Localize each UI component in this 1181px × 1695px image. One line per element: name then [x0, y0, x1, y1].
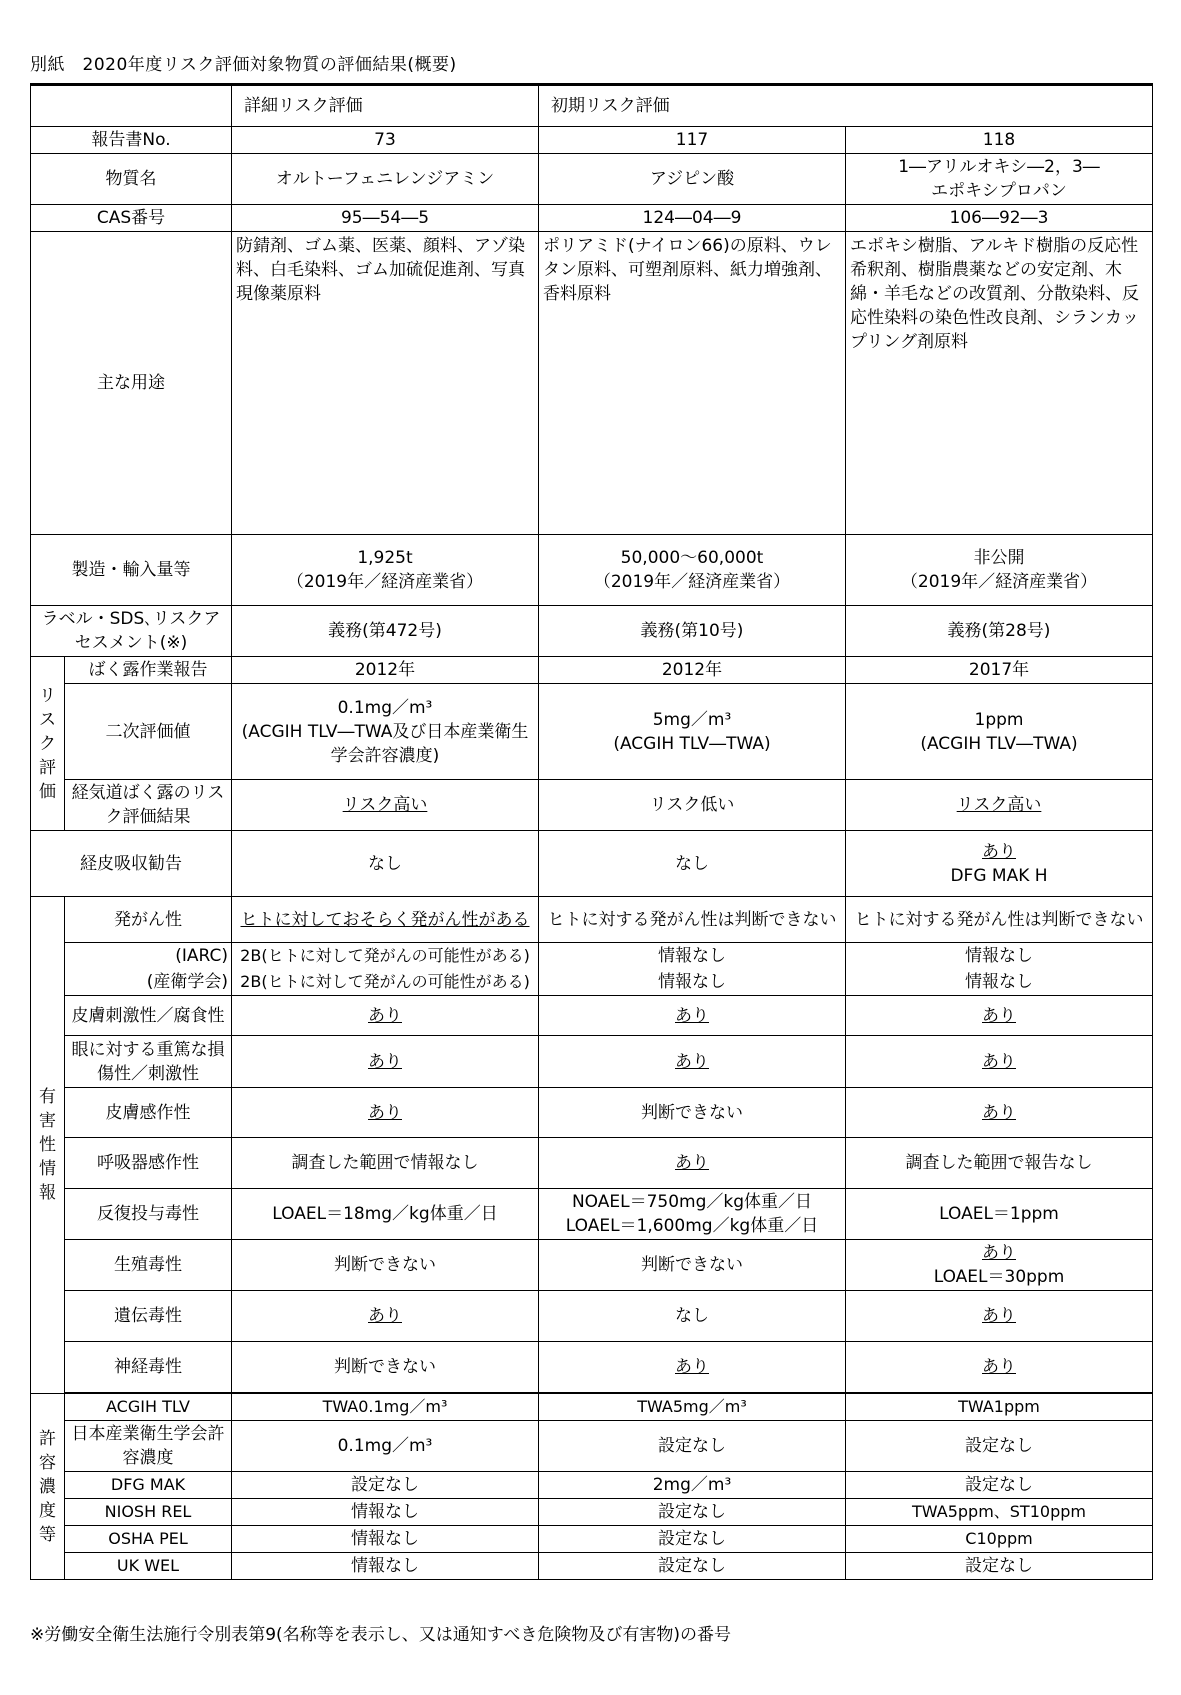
label-skin-sens: 皮膚感作性 — [65, 1088, 232, 1138]
repeat-2-loael: LOAEL＝1,600mg／kg体重／日 — [565, 1216, 819, 1236]
geno-3-text: あり — [982, 1306, 1016, 1326]
repeat-2-noael: NOAEL＝750mg／kg体重／日 — [571, 1192, 813, 1212]
carcino-3: ヒトに対する発がん性は判断できない — [846, 897, 1153, 943]
production-2-source: （2019年／経済産業省） — [593, 572, 791, 592]
secondary-3 — [846, 684, 1153, 780]
risk-group-label — [31, 657, 65, 831]
jsoh-carc-3: 情報なし — [846, 969, 1153, 996]
label-production: 製造・輸入量等 — [31, 535, 232, 606]
ukwel-2: 設定なし — [539, 1553, 846, 1580]
osha-2: 設定なし — [539, 1526, 846, 1553]
secondary-3-value: 1ppm — [974, 709, 1024, 730]
label-carcino: 発がん性 — [65, 897, 232, 943]
limits-group-char: 濃 — [39, 1476, 56, 1497]
skin-irr-1 — [232, 996, 539, 1036]
dermal-3-value: あり — [982, 841, 1016, 862]
substance-3-line1: 1―アリルオキシ―2，3― — [898, 157, 1100, 177]
geno-1 — [232, 1291, 539, 1342]
label-uses: 主な用途 — [31, 232, 232, 535]
iarc-2: 情報なし — [539, 943, 846, 970]
hazard-group-label — [31, 897, 65, 1394]
eye-1-text: あり — [368, 1051, 402, 1072]
skin-irr-1-text: あり — [368, 1005, 402, 1026]
label-cas: CAS番号 — [31, 205, 232, 232]
neuro-2-text: あり — [675, 1357, 709, 1377]
dfg-1: 設定なし — [232, 1472, 539, 1499]
skin-irr-3 — [846, 996, 1153, 1036]
label-sds-3: 義務(第28号) — [846, 606, 1153, 657]
geno-1-text: あり — [368, 1306, 402, 1326]
limits-group-char: 容 — [39, 1452, 56, 1473]
eye-3 — [846, 1036, 1153, 1088]
hazard-group-char: 情 — [39, 1159, 56, 1179]
uses-3: エポキシ樹脂、アルキド樹脂の反応性希釈剤、樹脂農薬などの安定剤、木綿・羊毛などの改質剤、分散染料、反応性染料の染色性改良剤、シランカップリング剤原料 — [846, 232, 1153, 535]
label-ukwel: UK WEL — [65, 1553, 232, 1580]
repro-1: 判断できない — [232, 1240, 539, 1291]
label-repeat: 反復投与毒性 — [65, 1189, 232, 1240]
repro-3 — [846, 1240, 1153, 1291]
label-neuro: 神経毒性 — [65, 1342, 232, 1393]
niosh-1: 情報なし — [232, 1499, 539, 1526]
carcino-1-text: ヒトに対しておそらく発がん性がある — [240, 909, 530, 930]
exposure-3: 2017年 — [846, 657, 1153, 684]
dermal-3 — [846, 831, 1153, 897]
label-secondary: 二次評価値 — [65, 684, 232, 780]
secondary-2-value: 5mg／m³ — [652, 709, 732, 730]
secondary-1-source: (ACGIH TLV―TWA及び日本産業衛生学会許容濃度) — [241, 721, 529, 766]
label-resp-sens: 呼吸器感作性 — [65, 1138, 232, 1189]
cas-3: 106―92―3 — [846, 205, 1153, 232]
repeat-1: LOAEL＝18mg／kg体重／日 — [232, 1189, 539, 1240]
jsoh-carc-2: 情報なし — [539, 969, 846, 996]
secondary-1 — [232, 684, 539, 780]
eye-2 — [539, 1036, 846, 1088]
neuro-3-text: あり — [982, 1357, 1016, 1377]
geno-3 — [846, 1291, 1153, 1342]
skin-sens-3-text: あり — [982, 1102, 1016, 1123]
resp-sens-1: 調査した範囲で情報なし — [232, 1138, 539, 1189]
production-1-source: （2019年／経済産業省） — [286, 572, 484, 592]
ukwel-3: 設定なし — [846, 1553, 1153, 1580]
repro-3-value: あり — [982, 1243, 1016, 1263]
neuro-1: 判断できない — [232, 1342, 539, 1393]
hazard-group-char: 害 — [39, 1111, 56, 1131]
label-report-no: 報告書No. — [31, 127, 232, 154]
dermal-1: なし — [232, 831, 539, 897]
label-iarc: (IARC) — [65, 943, 232, 970]
exposure-1: 2012年 — [232, 657, 539, 684]
production-2-value: 50,000～60,000t — [620, 548, 764, 568]
risk-group-char: 評 — [39, 757, 56, 778]
acgih-1: TWA0.1mg／m³ — [232, 1394, 539, 1421]
exposure-2: 2012年 — [539, 657, 846, 684]
label-niosh: NIOSH REL — [65, 1499, 232, 1526]
risk-result-1-text: リスク高い — [342, 795, 428, 815]
skin-sens-1-text: あり — [368, 1102, 402, 1123]
skin-sens-3 — [846, 1088, 1153, 1138]
label-risk-result: 経気道ばく露のリスク評価結果 — [65, 780, 232, 831]
label-geno: 遺伝毒性 — [65, 1291, 232, 1342]
risk-result-2: リスク低い — [539, 780, 846, 831]
report-no-2: 117 — [539, 127, 846, 154]
jsoh-1: 0.1mg／m³ — [232, 1421, 539, 1472]
eye-2-text: あり — [675, 1051, 709, 1072]
dermal-3-source: DFG MAK H — [950, 865, 1048, 886]
skin-sens-1 — [232, 1088, 539, 1138]
resp-sens-2 — [539, 1138, 846, 1189]
evaluation-table — [30, 83, 1153, 1580]
osha-1: 情報なし — [232, 1526, 539, 1553]
skin-sens-2: 判断できない — [539, 1088, 846, 1138]
header-initial: 初期リスク評価 — [539, 85, 1153, 127]
production-3-value: 非公開 — [973, 548, 1025, 568]
risk-result-3 — [846, 780, 1153, 831]
iarc-3: 情報なし — [846, 943, 1153, 970]
resp-sens-2-text: あり — [675, 1153, 709, 1173]
neuro-2 — [539, 1342, 846, 1393]
risk-group-char: ク — [39, 733, 56, 754]
label-jsoh: 日本産業衛生学会許容濃度 — [65, 1421, 232, 1472]
limits-group-char: 等 — [39, 1524, 56, 1545]
risk-result-3-text: リスク高い — [956, 795, 1042, 815]
skin-irr-3-text: あり — [982, 1005, 1016, 1026]
repro-2: 判断できない — [539, 1240, 846, 1291]
label-dfg: DFG MAK — [65, 1472, 232, 1499]
ukwel-1: 情報なし — [232, 1553, 539, 1580]
niosh-2: 設定なし — [539, 1499, 846, 1526]
repro-3-loael: LOAEL＝30ppm — [933, 1267, 1065, 1287]
label-label-sds: ラベル・SDS､リスクアセスメント(※) — [31, 606, 232, 657]
skin-irr-2 — [539, 996, 846, 1036]
carcino-1 — [232, 897, 539, 943]
iarc-1: 2B(ヒトに対して発がんの可能性がある) — [232, 943, 539, 970]
substance-3 — [846, 154, 1153, 205]
hazard-group-char: 有 — [39, 1087, 56, 1107]
report-no-3: 118 — [846, 127, 1153, 154]
production-1-value: 1,925t — [357, 548, 413, 568]
production-3-source: （2019年／経済産業省） — [900, 572, 1098, 592]
cas-1: 95―54―5 — [232, 205, 539, 232]
secondary-2-source: (ACGIH TLV―TWA) — [613, 733, 771, 754]
footnote: ※労働安全衛生法施行令別表第9(名称等を表示し、又は通知すべき危険物及び有害物)の番号 — [30, 1625, 731, 1645]
label-jsoh-carc: (産衛学会) — [65, 969, 232, 996]
jsoh-carc-1: 2B(ヒトに対して発がんの可能性がある) — [232, 969, 539, 996]
limits-group-char: 許 — [39, 1428, 56, 1449]
skin-irr-2-text: あり — [675, 1005, 709, 1026]
page-title: 別紙 2020年度リスク評価対象物質の評価結果(概要) — [30, 55, 457, 75]
substance-1: オルトーフェニレンジアミン — [232, 154, 539, 205]
label-acgih: ACGIH TLV — [65, 1394, 232, 1421]
acgih-2: TWA5mg／m³ — [539, 1394, 846, 1421]
risk-result-1 — [232, 780, 539, 831]
label-repro: 生殖毒性 — [65, 1240, 232, 1291]
production-1 — [232, 535, 539, 606]
label-sds-1: 義務(第472号) — [232, 606, 539, 657]
production-3 — [846, 535, 1153, 606]
jsoh-3: 設定なし — [846, 1421, 1153, 1472]
risk-group-char: ス — [39, 709, 56, 730]
substance-3-line2: エポキシプロパン — [931, 181, 1067, 201]
repeat-2 — [539, 1189, 846, 1240]
report-no-1: 73 — [232, 127, 539, 154]
carcino-2: ヒトに対する発がん性は判断できない — [539, 897, 846, 943]
resp-sens-3: 調査した範囲で報告なし — [846, 1138, 1153, 1189]
label-eye: 眼に対する重篤な損傷性／刺激性 — [65, 1036, 232, 1088]
header-blank — [31, 85, 232, 127]
limits-group-char: 度 — [39, 1500, 56, 1521]
limits-group-label — [31, 1394, 65, 1580]
osha-3: C10ppm — [846, 1526, 1153, 1553]
eye-3-text: あり — [982, 1051, 1016, 1072]
production-2 — [539, 535, 846, 606]
dfg-2: 2mg／m³ — [539, 1472, 846, 1499]
acgih-3: TWA1ppm — [846, 1394, 1153, 1421]
risk-group-char: 価 — [39, 781, 56, 802]
niosh-3: TWA5ppm、ST10ppm — [846, 1499, 1153, 1526]
label-substance: 物質名 — [31, 154, 232, 205]
header-detail: 詳細リスク評価 — [232, 85, 539, 127]
label-dermal: 経皮吸収勧告 — [31, 831, 232, 897]
hazard-group-char: 報 — [39, 1183, 56, 1203]
secondary-3-source: (ACGIH TLV―TWA) — [920, 733, 1078, 754]
secondary-2 — [539, 684, 846, 780]
repeat-3: LOAEL＝1ppm — [846, 1189, 1153, 1240]
uses-2: ポリアミド(ナイロン66)の原料、ウレタン原料、可塑剤原料、紙力増強剤、香料原料 — [539, 232, 846, 535]
dfg-3: 設定なし — [846, 1472, 1153, 1499]
dermal-2: なし — [539, 831, 846, 897]
label-exposure: ばく露作業報告 — [65, 657, 232, 684]
label-skin-irr: 皮膚刺激性／腐食性 — [65, 996, 232, 1036]
geno-2: なし — [539, 1291, 846, 1342]
uses-1: 防錆剤、ゴム薬、医薬、顔料、アゾ染料、白毛染料、ゴム加硫促進剤、写真現像薬原料 — [232, 232, 539, 535]
label-sds-2: 義務(第10号) — [539, 606, 846, 657]
substance-2: アジピン酸 — [539, 154, 846, 205]
cas-2: 124―04―9 — [539, 205, 846, 232]
hazard-group-char: 性 — [39, 1135, 56, 1155]
risk-group-char: リ — [39, 685, 56, 706]
neuro-3 — [846, 1342, 1153, 1393]
secondary-1-value: 0.1mg／m³ — [337, 697, 433, 718]
jsoh-2: 設定なし — [539, 1421, 846, 1472]
eye-1 — [232, 1036, 539, 1088]
label-osha: OSHA PEL — [65, 1526, 232, 1553]
